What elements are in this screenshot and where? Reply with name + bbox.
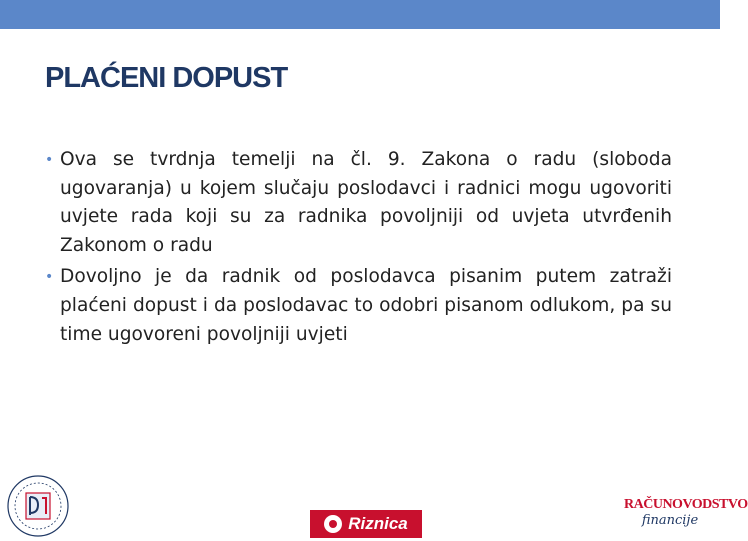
bullet-text: Ova se tvrdnja temelji na čl. 9. Zakona o radu (sloboda ugovaranja) u kojem slučaju poslodavci i radnici mogu ugovoriti uvjete rada koji su za radnika povoljniji od uvjeta utvrđenih Zakonom o radu [60,149,672,256]
bullet-text: Dovoljno je da radnik od poslodavca pisanim putem zatraži plaćeni dopust i da poslodavac to odobri pisanom odlukom, pa su time ugovoreni povoljniji uvjeti [60,266,672,345]
financije-logo-text: financije [641,513,699,528]
bullet-icon: • [45,152,54,168]
bullet-icon: • [45,269,54,286]
racunovodstvo-logo [624,497,748,541]
racunovodstvo-logo-text: RAČUNOVODSTVO [624,497,748,512]
slide-content [45,146,672,349]
top-accent-bar [0,0,720,29]
riznica-logo [310,510,422,538]
riznica-logo-text: Riznica [348,514,408,533]
riznica-mark-icon [324,515,342,533]
bullet-item [45,146,672,260]
slide-title: PLAĆENI DOPUST [45,62,288,94]
bullet-item [45,263,672,349]
association-seal-logo [4,474,72,538]
